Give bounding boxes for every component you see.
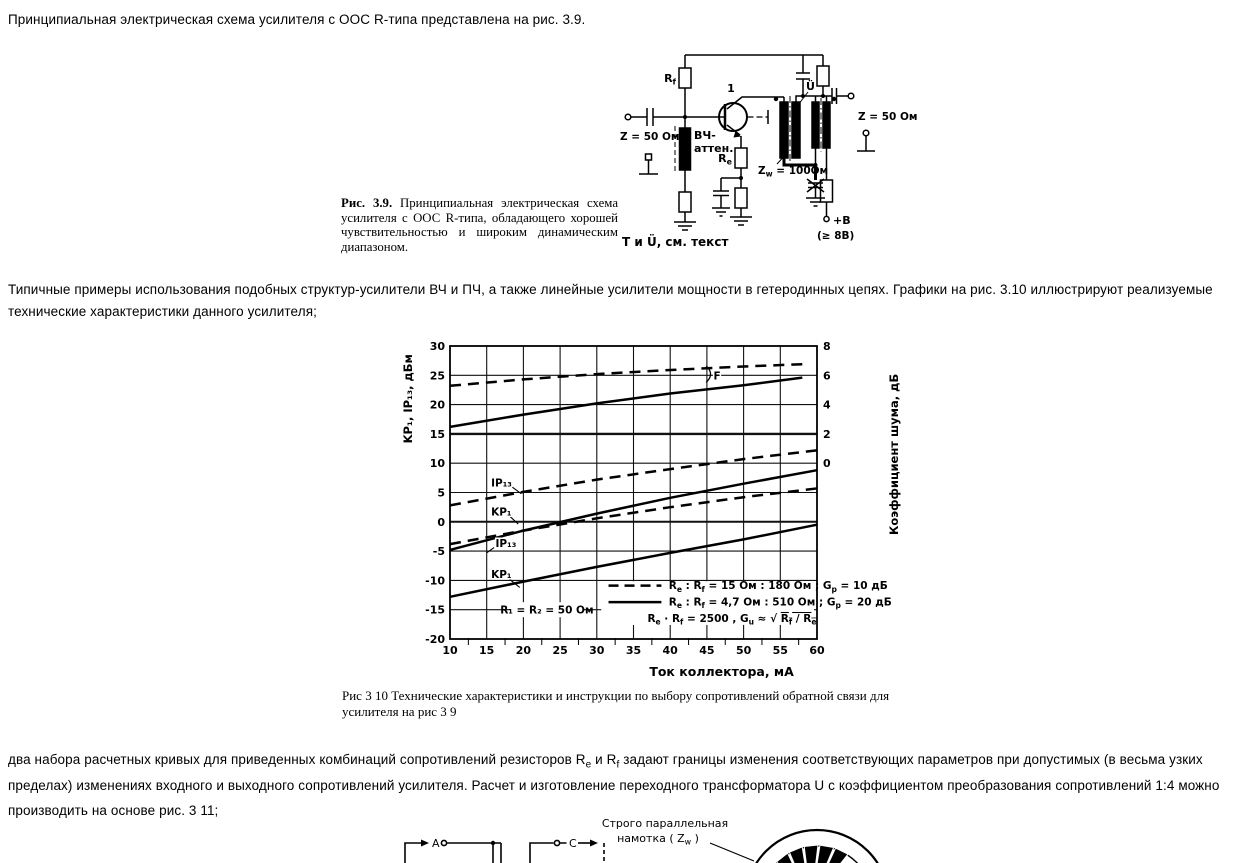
y-right-tick-label: 2 [823, 427, 831, 441]
rf-attenuator-block [680, 128, 691, 170]
label-attenuator-line2: аттен. [694, 142, 734, 155]
label-parallel-winding-line1: Строго параллельная [601, 817, 729, 830]
arrow-out [590, 840, 598, 847]
label-leader-line [710, 843, 754, 861]
phase-dot [774, 97, 778, 101]
supply-terminal [824, 216, 829, 221]
winding-turn [804, 845, 818, 863]
x-tick-label: 60 [809, 644, 825, 657]
x-tick-label: 10 [442, 644, 458, 657]
output-terminal [848, 93, 854, 99]
resistor-collector-feed [817, 66, 829, 86]
x-tick-label: 25 [552, 644, 568, 657]
legend-entry: $R_e \cdot R_f = 2500$ , $G_u$ ≈ √ $R_f / R_e$ [647, 612, 817, 627]
label-transistor-1: 1 [727, 82, 735, 95]
y-right-tick-label: 0 [823, 457, 831, 471]
input-coupling-capacitor [631, 108, 725, 126]
y-left-tick-label: 5 [437, 486, 445, 500]
resistor-rf [679, 68, 691, 88]
y-left-tick-label: 20 [429, 398, 445, 412]
curve-label-IP₁₃: IP₁₃ [491, 477, 512, 490]
y-left-tick-label: -5 [432, 545, 445, 559]
y-left-tick-label: 25 [429, 369, 445, 383]
label-terminal-a: A [432, 837, 440, 850]
label-re: $R_e$ [718, 152, 732, 167]
output-ground-port [863, 130, 869, 136]
x-tick-label: 30 [589, 644, 605, 657]
x-tick-label: 20 [515, 644, 532, 657]
ground-symbol [674, 222, 696, 230]
curve-label-F: F [713, 370, 721, 383]
input-terminal [625, 114, 631, 120]
y-left-tick-label: -20 [425, 633, 445, 646]
y-left-tick-label: 10 [429, 457, 445, 471]
label-supply-voltage: (≥ 8В) [817, 230, 855, 242]
resistor-bias [679, 192, 691, 212]
output-transformer-winding [823, 102, 830, 148]
y-left-tick-label: -15 [425, 603, 445, 617]
y-left-axis-title: KP₁, IP₁₃, дБм [401, 354, 415, 444]
figure-39-circuit-schematic [620, 40, 970, 255]
y-right-tick-label: 6 [823, 369, 831, 383]
x-tick-label: 35 [625, 644, 642, 657]
figure-310-chart [398, 334, 913, 686]
label-see-text-note: Т и Ü, см. текст [622, 235, 729, 249]
x-tick-label: 40 [662, 644, 678, 657]
series-F (Re:Rf = 4,7Ом:510Ом) [450, 378, 802, 427]
x-tick-label: 55 [772, 644, 788, 657]
label-parallel-winding-line2: намотка ( $Z_w$ ) [617, 832, 699, 847]
terminal-a [441, 840, 446, 845]
x-tick-label: 50 [735, 644, 752, 657]
label-output-impedance: Z = 50 Ом [858, 111, 918, 123]
y-left-tick-label: 0 [437, 515, 445, 529]
figure-39-caption: Рис. 3.9. Принципиальная электрическая схема усилителя с ООС R-типа, обладающего хорошей чувствительностью и широким динамическим диапазоном. [341, 196, 618, 254]
y-left-tick-label: 30 [429, 340, 445, 353]
terminal-c [554, 840, 559, 845]
figure-311-transformer-fragment [380, 815, 910, 863]
y-right-tick-label: 8 [823, 340, 831, 353]
x-tick-label: 15 [479, 644, 495, 657]
x-axis-title: Ток коллектора, мА [649, 664, 794, 679]
output-transformer-winding [812, 102, 819, 148]
curve-label-KP₁: KP₁ [491, 506, 512, 519]
annotation-source-impedance: R₁ = R₂ = 50 Ом [500, 604, 594, 617]
arrow-in [421, 840, 429, 847]
label-zw: $Z_w = 100Ом$ [758, 165, 829, 179]
legend-entry: $R_e$ : $R_f = 15$ Ом : 180 Ом ; $G_p = 10$ дБ [668, 580, 888, 594]
label-rf: $R_f$ [664, 72, 676, 87]
label-attenuator-line1: ВЧ- [694, 129, 716, 142]
ground-symbol [730, 217, 752, 225]
label-transformer-u: Ü [806, 80, 815, 93]
resistor-re [735, 148, 747, 168]
output-coupling-capacitor [832, 88, 848, 104]
label-terminal-c: C [569, 837, 577, 850]
figure-310-caption: Рис 3 10 Технические характеристики и инструкции по выбору сопротивлений обратной связи для усилителя на рис 3 9 [342, 688, 890, 719]
curve-label-KP₁: KP₁ [491, 568, 512, 581]
paragraph-intro: Принципиальная электрическая схема усилителя с ООС R-типа представлена на рис. 3.9. [8, 12, 586, 27]
transformer-u-winding-secondary [792, 102, 800, 158]
legend-entry: $R_e$ : $R_f = 4,7$ Ом : 510 Ом ; $G_p = 20$ дБ [668, 596, 892, 611]
circuit-labels [620, 72, 918, 249]
y-right-tick-label: 4 [823, 398, 831, 412]
emitter-bypass-capacitor [712, 178, 741, 216]
input-ground-port [646, 154, 652, 160]
curve-label-IP₁₃: IP₁₃ [495, 537, 517, 550]
paragraph-curves-explanation: два набора расчетных кривых для приведенных комбинаций сопротивлений резисторов $R_e$ и $R_f$ задают границы изменения соответствующих параметров при допустимых (в весьма узких пределах) изменениях входного и выходного сопротивлений усилителя. Расчет и изготовление переходного трансформатора U с коэффициентом преобразования сопротивлений 1:4 можно производить на основе рис. 3 11; [8, 752, 1220, 818]
x-tick-label: 45 [699, 644, 715, 657]
y-right-axis-title: Коэффициент шума, дБ [887, 373, 901, 536]
fig311-labels [432, 817, 728, 850]
label-supply-plus-b: +B [833, 214, 851, 227]
y-left-tick-label: 15 [429, 427, 445, 441]
winding-turn [789, 847, 806, 863]
label-input-impedance: Z = 50 Ом [620, 131, 680, 143]
transformer-u-winding-primary [780, 102, 788, 158]
y-left-tick-label: -10 [425, 574, 445, 588]
toroid-winding-segments [777, 845, 848, 863]
paragraph-usage: Типичные примеры использования подобных структур-усилители ВЧ и ПЧ, а также линейные усилители мощности в гетеродинных цепях. Графики на рис. 3.10 иллюстрируют реализуемые технические характеристики данного усилителя; [8, 282, 1213, 319]
